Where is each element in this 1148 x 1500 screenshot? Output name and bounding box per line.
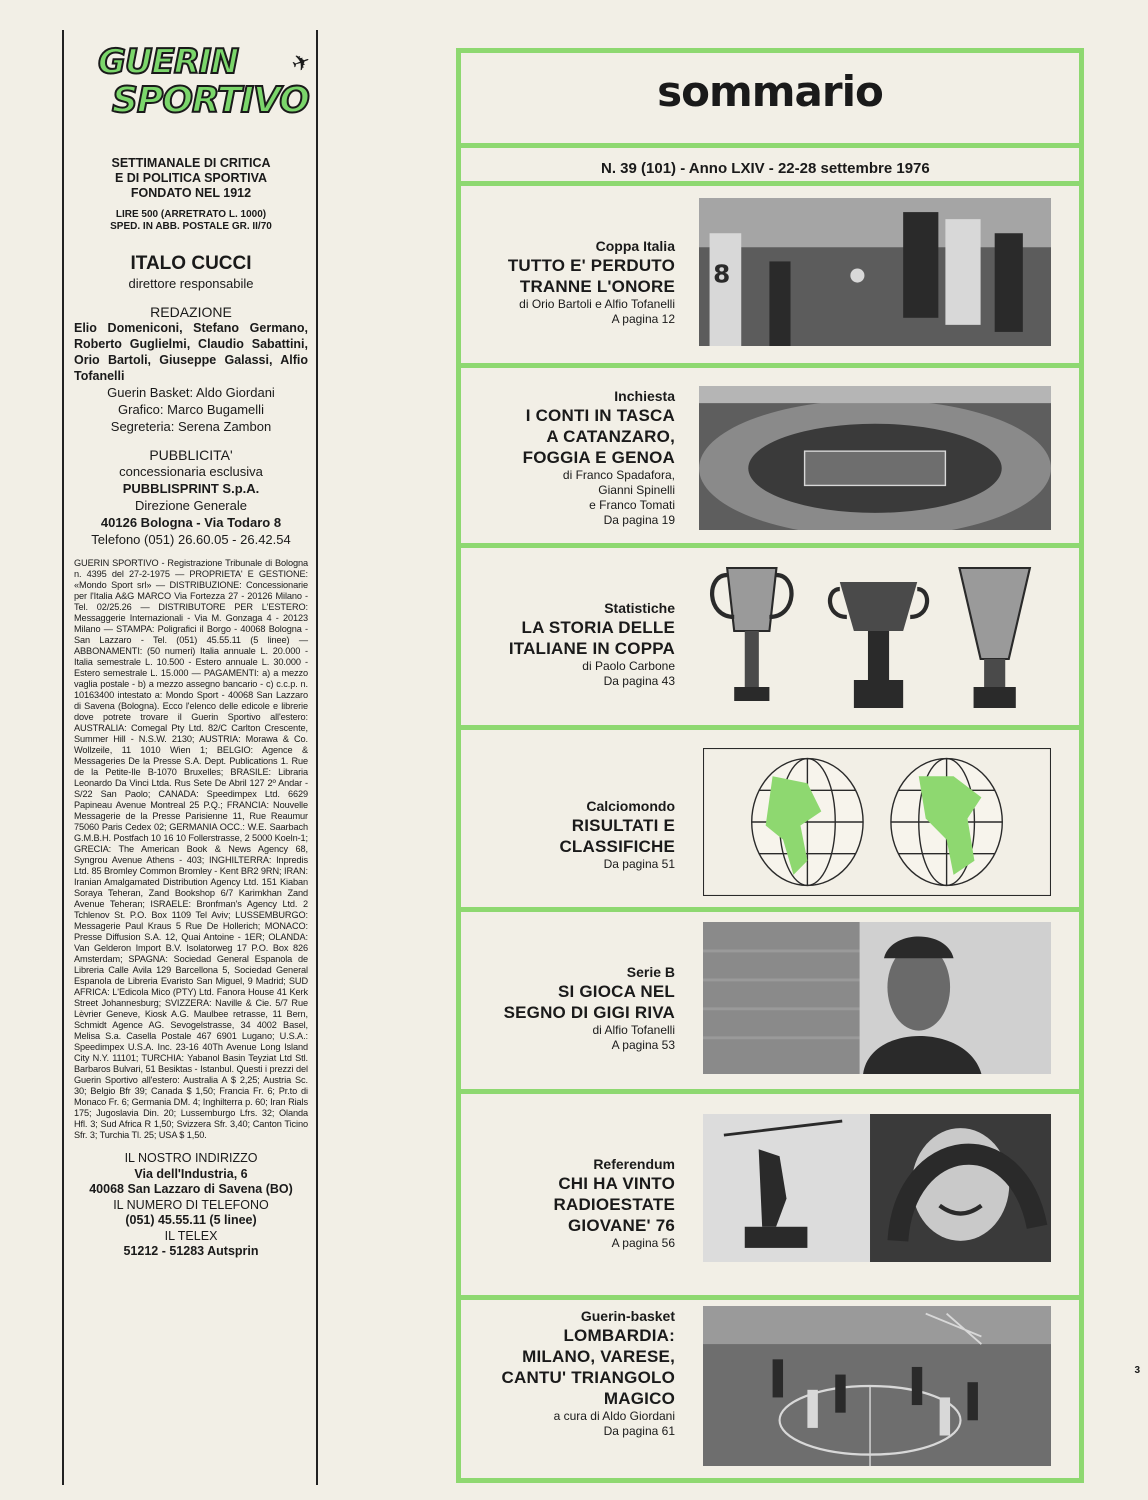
entry-author: di Franco Spadafora,: [562, 468, 675, 482]
entry-title-line: I CONTI IN TASCA: [525, 406, 675, 425]
entry-category: Inchiesta: [614, 388, 675, 404]
redazione-heading: REDAZIONE: [150, 304, 232, 320]
entry-title-line: LOMBARDIA:: [563, 1326, 675, 1345]
european-cups-trophies: [699, 554, 1051, 722]
pubblicita-block: concessionaria esclusiva PUBBLISPRINT S.p.A. Direzione Generale 40126 Bologna - Via Todaro 8 Telefono (051) 26.60.05 - 26.42.54: [91, 464, 291, 547]
entry-title-line: TRANNE L'ONORE: [519, 277, 675, 296]
legal-distribution-text: GUERIN SPORTIVO - Registrazione Tribunale di Bologna n. 4395 del 27-2-1975 — PROPRIETA' E GESTIONE: «Mondo Sport srl» — DISTRIBUZIONE: Concessionarie per l'Italia A&G MARCO Via Fortezza 27 - 20126 Milano - Tel. 02/25.26 — DISTRIBUTORE PER L'ESTERO: Messaggerie Internazionali - Via M. Gonzaga 4 - 20123 Milano — STAMPA: Poligrafici il Borgo - 40068 Bologna - San Lazzaro - Tel. (051) 45.55.11 (5 linee) — ABBONAMENTI: (50 numeri) Italia annuale L. 20.000 - Italia semestrale L. 10.500 - Estero annuale L. 30.000 - Estero semestrale L. 15.000 — PAGAMENTI: a) a mezzo vaglia postale - b) a mezzo assegno bancario - c) c.c.p. n. 10163400 intestato a: Mondo Sport - 40068 San Lazzaro di Savena (Bologna). Ecco l'elenco delle edicole e librerie dove potrete trovare il Guerin Sportivo all'estero: AUSTRALIA: Comegal Pty Ltd. 82/C Carlton Crescente, Summer Hill - N.S.W. 2130; AUSTRIA: Morawa & Co. Wollzeile, 11 1010 Wien 1; BELGIO: Agence & Messageries De la Presse S.A. Dept. Publications 1. Rue de la Petite-Ile B-1070 Bruxelles; BRASILE: Libraria Leonardo Da Vinci Ltda. Rus Sete De Abril 127 2º Andar - S/22 San Paolo; CANADA: Speedimpex Ltd. 6629 Papineau Avenue Montreal 25 P.Q.; FRANCIA: Nouvelle Messagerie de la Presse Parisienne 11, Rue Reaumur 75060 Paris Cedex 02; GERMANIA OCC.: W.E. Saarbach G.M.B.H. Postfach 10 16 10 Follerstrasse, 2 5000 Koeln-1; GRECIA: The American Book & News Agency 68, Syngrou Avenue Athens - 403; INGHILTERRA: Inpredis Ltd. 85 Bromley Common Bromley - Kent BR2 9RN; IRAN: Iranian Amalgamated Distribution Agency Ltd. 151 Kiaban Soraya Teheran, Zand Bookshop 6/7 Karimkhan Zand Avenue Teheran; ISRAELE: Bronfman's Agency Ltd. 2 Tchlenov St. P.O. Box 1109 Tel Aviv; LUSSEMBURGO: Messagerie Paul Kraus 5 Rue De Hollerich; MONACO: Presse Diffusion S.A. 12, Quai Antoine - 1ER; OLANDA: Van Gelderon Import B.V. Isolatorweg 17 P.O. Box 826 Amsterdam; SPAGNA: Sociedad General Espanola de Libreria Calle Avila 129 Barcellona 5, Sociedad General Espanola de Libreria Evaristo San Miguel, 9 Madrid; SUD AFRICA: L'Edicola Mico (PTY) Ltd. Fanora House 41 Kerk Street Johannesburg; SVIZZERA: Naville & Cie. 5/7 Rue Lèvrier Geneve, Kiosk A.G. Maulbee retrasse, 11 Bern, Schmidt Agence AG. Sevogelstrasse, 34 4002 Basel, Melisa S.a. Casella Postale 467 6901 Lugano; U.S.A.: Speedimpex U.S.A. Inc. 23-16 40Th Avenue Long Island City N.Y. 11101; TURCHIA: Yabanol Basin Teyziat Ltd Stl. Barbaros Bulvari, 51 Besiktas - Istanbul. Questi i prezzi del Guerin Sportivo all'estero: Australia A $ 2,25; Austria Sc. 30; Belgio Bfr 39; Canada $ 1,50; Francia Fr. 6; Pr.to di Monaco Fr. 6; Germania DM. 4; Inghilterra p. 60; Iran Rials 175; Jugoslavia Din. 20; Lussemburgo Lfrs. 32; Olanda Hfl. 3; Sud Africa R 1,50; Svizzera Sfr. 3,40; Canton Ticino Sfr. 3; Turchia Tl. 25; USA $ 1,50.: [74, 558, 308, 1140]
entry-category: Referendum: [593, 1156, 675, 1172]
entry-category: Calciomondo: [586, 798, 675, 814]
entry-category: Statistiche: [604, 600, 675, 616]
entry-page-ref: Da pagina 19: [603, 513, 675, 527]
entry-title-line: CHI HA VINTO: [558, 1174, 675, 1193]
entry-page-ref: A pagina 53: [611, 1038, 675, 1052]
football-match-photo: [699, 198, 1051, 346]
entry-page-ref: A pagina 12: [611, 312, 675, 326]
entry-text: [445, 964, 675, 1053]
entry-title-line: GIOVANE' 76: [567, 1216, 675, 1235]
gigi-riva-portrait: [703, 922, 1051, 1074]
basket-editor: Guerin Basket: Aldo Giordani: [107, 385, 275, 400]
entry-author: e Franco Tomati: [589, 498, 675, 512]
logo-line-2: SPORTIVO: [112, 80, 309, 121]
entry-author: di Alfio Tofanelli: [592, 1023, 675, 1037]
entry-author: a cura di Aldo Giordani: [553, 1409, 675, 1423]
entry-title-line: CLASSIFICHE: [559, 837, 675, 856]
trophy-and-singer-photo: [703, 1114, 1051, 1262]
entry-title-line: SEGNO DI GIGI RIVA: [503, 1003, 675, 1022]
entry-text: [445, 600, 675, 689]
guerin-sportivo-logo: [82, 42, 314, 152]
director-role: direttore responsabile: [128, 276, 254, 291]
logo-line-1: GUERIN: [98, 42, 239, 82]
entry-page-ref: A pagina 56: [611, 1236, 675, 1250]
tagline: SETTIMANALE DI CRITICA E DI POLITICA SPORTIVA FONDATO NEL 1912: [111, 156, 271, 200]
entry-category: Coppa Italia: [595, 238, 675, 254]
basketball-game-photo: [703, 1306, 1051, 1466]
entry-title-line: A CATANZARO,: [546, 427, 675, 446]
issue-line: N. 39 (101) - Anno LXIV - 22-28 settembre 1976: [461, 148, 1079, 186]
svg-text:8: 8: [713, 259, 731, 289]
contents-entry[interactable]: [461, 368, 1079, 548]
contents-list: [461, 186, 1079, 1480]
entry-title-line: ITALIANE IN COPPA: [508, 639, 675, 658]
entry-page-ref: Da pagina 61: [603, 1424, 675, 1438]
entry-title-line: RADIOESTATE: [553, 1195, 675, 1214]
page-number: 3: [1134, 1365, 1140, 1376]
sommario-title: sommario: [657, 67, 883, 116]
entry-title-line: MILANO, VARESE,: [522, 1347, 675, 1366]
entry-title-line: RISULTATI E: [571, 816, 675, 835]
entry-text: [445, 1308, 675, 1439]
graphic-designer: Grafico: Marco Bugamelli: [118, 402, 264, 417]
pubblicita-heading: PUBBLICITA': [149, 447, 233, 463]
contents-entry[interactable]: [461, 1094, 1079, 1300]
entry-category: Serie B: [626, 964, 675, 980]
redazione-names: Elio Domeniconi, Stefano Germano, Roberto Guglielmi, Claudio Sabattini, Orio Bartoli, Giuseppe Galassi, Alfio Tofanelli: [74, 321, 308, 383]
contents-entry[interactable]: [461, 730, 1079, 912]
airplane-icon: ✈: [288, 47, 314, 78]
contents-entry[interactable]: [461, 912, 1079, 1094]
entry-title-line: CANTU' TRIANGOLO: [501, 1368, 675, 1387]
entry-author: di Paolo Carbone: [582, 659, 675, 673]
secretary: Segreteria: Serena Zambon: [110, 419, 272, 434]
masthead-column: [62, 30, 318, 1485]
entry-text: [445, 798, 675, 872]
entry-text: [445, 238, 675, 327]
entry-title-line: TUTTO E' PERDUTO: [507, 256, 675, 275]
entry-author: di Orio Bartoli e Alfio Tofanelli: [519, 297, 675, 311]
director-name: ITALO CUCCI: [130, 253, 252, 274]
entry-title-line: FOGGIA E GENOA: [522, 448, 675, 467]
sommario-header: [461, 53, 1079, 148]
entry-page-ref: Da pagina 43: [603, 674, 675, 688]
stadium-aerial-photo: [699, 386, 1051, 530]
entry-page-ref: Da pagina 51: [603, 857, 675, 871]
entry-title-line: LA STORIA DELLE: [521, 618, 675, 637]
sommario-frame: [456, 48, 1084, 1483]
price-info: LIRE 500 (ARRETRATO L. 1000) SPED. IN ABB. POSTALE GR. II/70: [110, 209, 272, 232]
entry-text: [445, 1156, 675, 1251]
entry-author: Gianni Spinelli: [598, 483, 675, 497]
entry-text: [445, 388, 675, 528]
entry-category: Guerin-basket: [580, 1308, 675, 1324]
world-globes-illustration: [703, 748, 1051, 896]
entry-title-line: SI GIOCA NEL: [557, 982, 675, 1001]
entry-title-line: MAGICO: [603, 1389, 675, 1408]
contents-entry[interactable]: [461, 548, 1079, 730]
address-block: IL NOSTRO INDIRIZZO Via dell'Industria, 6 40068 San Lazzaro di Savena (BO) IL NUMERO DI TELEFONO (051) 45.55.11 (5 linee) IL TELEX 51212 - 51283 Autsprin: [89, 1151, 293, 1258]
contents-entry[interactable]: [461, 1300, 1079, 1480]
contents-entry[interactable]: [461, 186, 1079, 368]
